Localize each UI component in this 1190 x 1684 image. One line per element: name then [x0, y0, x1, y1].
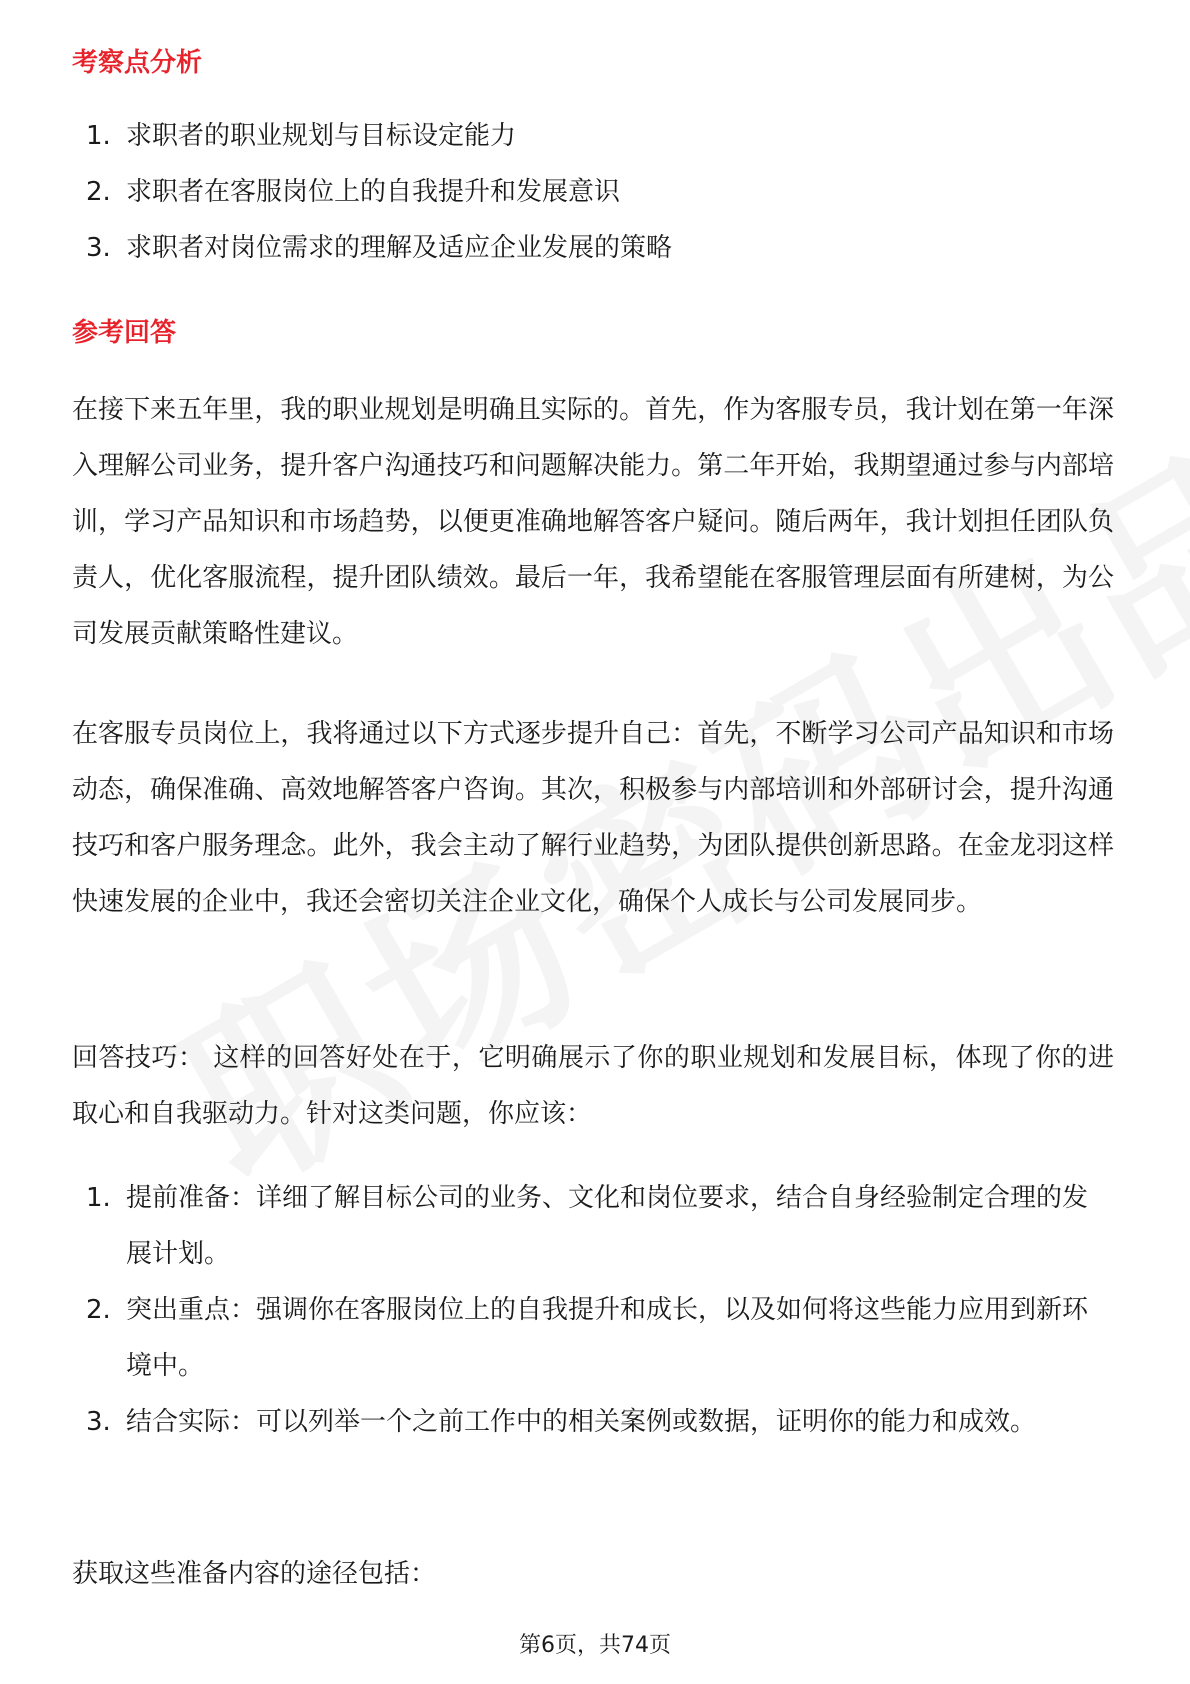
answer-paragraph-2: 在客服专员岗位上，我将通过以下方式逐步提升自己：首先，不断学习公司产品知识和市场动态，确保准确、高效地解答客户咨询。其次，积极参与内部培训和外部研讨会，提升沟通技巧和客户服务理念。此外，我会主动了解行业趋势，为团队提供创新思路。在金龙羽这样快速发展的企业中，我还会密切关注企业文化，确保个人成长与公司发展同步。 — [72, 719, 1114, 917]
list-item-text: 突出重点：强调你在客服岗位上的自我提升和成长，以及如何将这些能力应用到新环境中。 — [126, 1295, 1089, 1381]
closing-line: 获取这些准备内容的途径包括： — [72, 1559, 437, 1589]
answer-paragraph-1: 在接下来五年里，我的职业规划是明确且实际的。首先，作为客服专员，我计划在第一年深入理解公司业务，提升客户沟通技巧和问题解决能力。第二年开始，我期望通过参与内部培训，学习产品知识和市场趋势，以便更准确地解答客户疑问。随后两年，我计划担任团队负责人，优化客服流程，提升团队绩效。最后一年，我希望能在客服管理层面有所建树，为公司发展贡献策略性建议。 — [72, 395, 1114, 649]
list-item-text: 提前准备：详细了解目标公司的业务、文化和岗位要求，结合自身经验制定合理的发展计划。 — [126, 1183, 1089, 1269]
list-item — [72, 220, 1100, 276]
list-item-text: 求职者的职业规划与目标设定能力 — [126, 121, 517, 151]
list-item-number: 3. — [86, 233, 111, 263]
list-item — [72, 1282, 1100, 1394]
list-item — [72, 1394, 1100, 1450]
list-item — [72, 108, 1100, 164]
list-item-text: 结合实际：可以列举一个之前工作中的相关案例或数据，证明你的能力和成效。 — [126, 1407, 1037, 1437]
list-item-number: 3. — [86, 1407, 111, 1437]
list-item — [72, 164, 1100, 220]
tips-list — [72, 1170, 1100, 1450]
section-heading-analysis: 考察点分析 — [72, 48, 203, 78]
list-item-text: 求职者在客服岗位上的自我提升和发展意识 — [126, 177, 621, 207]
list-item-number: 2. — [86, 177, 111, 207]
section-heading-reference-answer: 参考回答 — [72, 318, 177, 348]
list-item-number: 1. — [86, 121, 111, 151]
list-item-text: 求职者对岗位需求的理解及适应企业发展的策略 — [126, 233, 673, 263]
answer-tips: 回答技巧： 这样的回答好处在于，它明确展示了你的职业规划和发展目标，体现了你的进取心和自我驱动力。针对这类问题，你应该： — [72, 1043, 1114, 1129]
list-item-number: 2. — [86, 1295, 111, 1325]
analysis-list — [72, 108, 1100, 276]
list-item — [72, 1170, 1100, 1282]
page-number: 第6页，共74页 — [519, 1633, 671, 1658]
list-item-number: 1. — [86, 1183, 111, 1213]
